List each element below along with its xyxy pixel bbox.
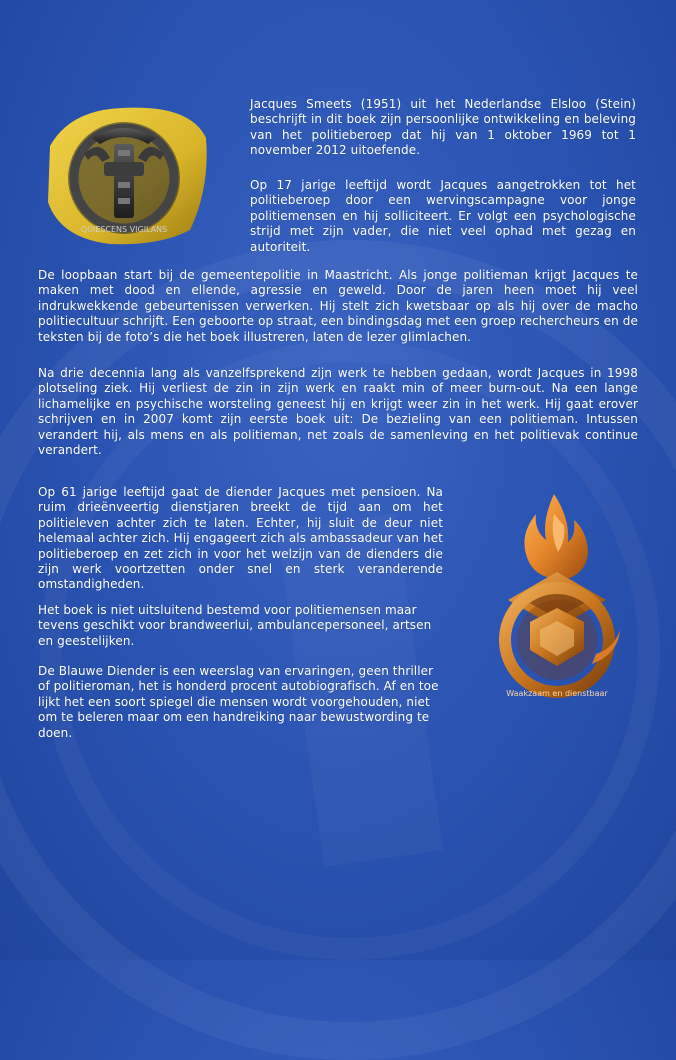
intro-paragraph: Jacques Smeets (1951) uit het Nederlandse Elsloo (Stein) beschrijft in dit boek zijn persoonlijke ontwikkeling en beleving van het politieberoep dat hij van 1 oktober 1969 tot 1 november 2012 uitoefende. <box>250 97 636 158</box>
audience-paragraph: Het boek is niet uitsluitend bestemd voor politiemensen maar tevens geschikt voor brandweerlui, ambulancepersoneel, artsen en geestelijken. <box>38 603 432 648</box>
flame-police-badge-icon <box>488 490 626 702</box>
right-badge-ring-text: Waakzaam en dienstbaar <box>506 689 608 698</box>
summary-paragraph: De Blauwe Diender is een weerslag van ervaringen, geen thriller of politieroman, het is honderd procent autobiografisch. Af en toe lijkt het een soort spiegel die mensen wordt voorgehouden, niet om te beleren maar om een handreiking naar bewustwording te doen. <box>38 664 439 740</box>
retirement-paragraph: Op 61 jarige leeftijd gaat de diender Jacques met pensioen. Na ruim drieënveertig dienstjaren breekt de tijd aan om het politieleven achter zich te laten. Echter, hij sluit de deur niet helemaal achter zich. Hij engageert zich als ambassadeur van het politieberoep en zet zich in voor het welzijn van de dienders die zijn werk voortzetten onder snel en sterk veranderende omstandigheden. <box>38 485 443 592</box>
old-police-badge-icon <box>40 98 212 248</box>
recruitment-paragraph: Op 17 jarige leeftijd wordt Jacques aangetrokken tot het politieberoep door een wervingscampagne voor jonge politiemensen en hij solliciteert. Er volgt een psychologische strijd met zijn vader, die niet veel ophad met gezag en autoriteit. <box>250 178 636 254</box>
left-badge-ring-text: QUIESCENS VIGILANS <box>80 225 168 234</box>
burnout-paragraph: Na drie decennia lang als vanzelfsprekend zijn werk te hebben gedaan, wordt Jacques in 1998 plotseling ziek. Hij verliest de zin in zijn werk en raakt min of meer burn-out. Na een lange lichamelijke en psychische worsteling geneest hij en krijgt weer zin in het werk. Hij gaat erover schrijven en in 2007 komt zijn eerste boek uit: De bezieling van een politieman. Intussen verandert hij, als mens en als politieman, net zoals de samenleving en het politievak continue verandert. <box>38 366 638 458</box>
career-paragraph: De loopbaan start bij de gemeentepolitie in Maastricht. Als jonge politieman krijgt Jacques te maken met dood en ellende, agressie en geweld. Door de jaren heen moet hij veel indrukwekkende gebeurtenissen verwerken. Hij stelt zich kwetsbaar op als hij over de macho politiecultuur schrijft. Een geboorte op straat, een bindingsdag met een groep rechercheurs en de teksten bij de foto’s die het boek illustreren, laten de lezer glimlachen. <box>38 268 638 344</box>
